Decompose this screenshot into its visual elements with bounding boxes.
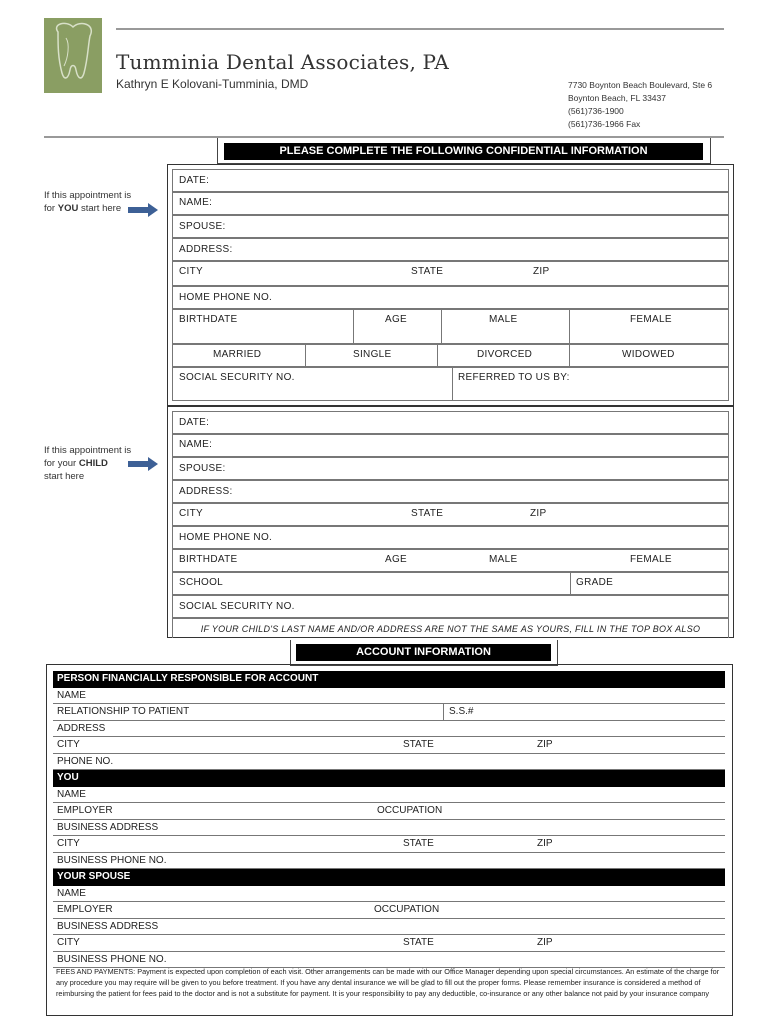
- child-male-option[interactable]: MALE: [489, 554, 518, 565]
- spouse-name-field[interactable]: NAME: [53, 886, 725, 903]
- child-note: If this appointment is for your CHILD start here: [44, 445, 132, 482]
- spouse-business-phone-field[interactable]: BUSINESS PHONE NO.: [53, 952, 725, 969]
- married-option[interactable]: MARRIED: [213, 349, 262, 360]
- confidential-header: PLEASE COMPLETE THE FOLLOWING CONFIDENTIAL INFORMATION: [224, 143, 703, 160]
- city-state-zip-row[interactable]: CITY STATE ZIP: [172, 261, 729, 286]
- you-name-field[interactable]: NAME: [53, 787, 725, 804]
- spouse-business-address-field[interactable]: BUSINESS ADDRESS: [53, 919, 725, 936]
- school-grade-row[interactable]: SCHOOL GRADE: [172, 572, 729, 595]
- account-info-section: [46, 664, 733, 1016]
- spouse-field[interactable]: SPOUSE:: [172, 215, 729, 238]
- single-option[interactable]: SINGLE: [353, 349, 392, 360]
- practice-name: Tumminia Dental Associates, PA: [116, 50, 450, 74]
- spouse-city-state-zip-row[interactable]: CITY STATE ZIP: [53, 935, 725, 952]
- male-option[interactable]: MALE: [489, 314, 518, 325]
- relationship-ss-row[interactable]: RELATIONSHIP TO PATIENT S.S.#: [53, 704, 725, 721]
- address-line: Boynton Beach, FL 33437: [568, 93, 666, 103]
- home-phone-field[interactable]: HOME PHONE NO.: [172, 286, 729, 309]
- child-note-row: IF YOUR CHILD'S LAST NAME AND/OR ADDRESS ARE NOT THE SAME AS YOURS, FILL IN THE TOP BOX ALSO: [172, 618, 729, 638]
- child-ssn-field[interactable]: SOCIAL SECURITY NO.: [172, 595, 729, 618]
- header-rule: [116, 28, 724, 30]
- marital-status-row: [172, 344, 729, 367]
- child-address-field[interactable]: ADDRESS:: [172, 480, 729, 503]
- phone-line: (561)736-1900: [568, 106, 624, 116]
- resp-address-field[interactable]: ADDRESS: [53, 721, 725, 738]
- address-field[interactable]: ADDRESS:: [172, 238, 729, 261]
- resp-phone-field[interactable]: PHONE NO.: [53, 754, 725, 771]
- resp-name-field[interactable]: NAME: [53, 688, 725, 705]
- name-field[interactable]: NAME:: [172, 192, 729, 215]
- date-field[interactable]: DATE:: [172, 169, 729, 192]
- spouse-employer-occupation-row[interactable]: EMPLOYER OCCUPATION: [53, 902, 725, 919]
- arrow-right-icon: [128, 203, 158, 217]
- female-option[interactable]: FEMALE: [630, 314, 672, 325]
- you-business-phone-field[interactable]: BUSINESS PHONE NO.: [53, 853, 725, 870]
- arrow-right-icon: [128, 457, 158, 471]
- you-header: YOU: [53, 770, 725, 787]
- you-note: If this appointment is for YOU start here: [44, 190, 132, 214]
- child-date-field[interactable]: DATE:: [172, 411, 729, 434]
- child-info-section: [167, 406, 734, 638]
- divorced-option[interactable]: DIVORCED: [477, 349, 533, 360]
- child-home-phone-field[interactable]: HOME PHONE NO.: [172, 526, 729, 549]
- doctor-name: Kathryn E Kolovani-Tumminia, DMD: [116, 77, 309, 91]
- resp-city-state-zip-row[interactable]: CITY STATE ZIP: [53, 737, 725, 754]
- tooth-logo-icon: [44, 18, 102, 93]
- birthdate-age-sex-row: BIRTHDATE AGE MALE FEMALE: [172, 309, 729, 344]
- account-header: ACCOUNT INFORMATION: [296, 644, 551, 661]
- fees-and-payments-text: FEES AND PAYMENTS: Payment is expected upon completion of each visit. Other arrangements can be made with our Office Manager depending upon special circumstances. An estimate of the charge for any procedure you may require will be given to you before treatment. If you have any dental insurance we will be glad to fill out the proper forms. Please remember insurance is considered a method of reimbursing the patient for fees paid to the doctor and is not a substitute for payment. It is your responsibility to pay any deductible, co-insurance or any other balance not paid by your insurance company: [56, 967, 720, 998]
- child-female-option[interactable]: FEMALE: [630, 554, 672, 565]
- ssn-referred-row[interactable]: SOCIAL SECURITY NO. REFERRED TO US BY:: [172, 367, 729, 401]
- widowed-option[interactable]: WIDOWED: [622, 349, 675, 360]
- spouse-header: YOUR SPOUSE: [53, 869, 725, 886]
- child-birthdate-age-sex-row: BIRTHDATE AGE MALE FEMALE: [172, 549, 729, 572]
- you-employer-occupation-row[interactable]: EMPLOYER OCCUPATION: [53, 803, 725, 820]
- you-city-state-zip-row[interactable]: CITY STATE ZIP: [53, 836, 725, 853]
- address-line: 7730 Boynton Beach Boulevard, Ste 6: [568, 80, 713, 90]
- child-city-state-zip-row[interactable]: CITY STATE ZIP: [172, 503, 729, 526]
- fax-line: (561)736-1966 Fax: [568, 119, 641, 129]
- you-info-section: [167, 164, 734, 406]
- responsible-header: PERSON FINANCIALLY RESPONSIBLE FOR ACCOUNT: [53, 671, 725, 688]
- child-name-field[interactable]: NAME:: [172, 434, 729, 457]
- child-spouse-field[interactable]: SPOUSE:: [172, 457, 729, 480]
- you-business-address-field[interactable]: BUSINESS ADDRESS: [53, 820, 725, 837]
- practice-address: [568, 79, 712, 131]
